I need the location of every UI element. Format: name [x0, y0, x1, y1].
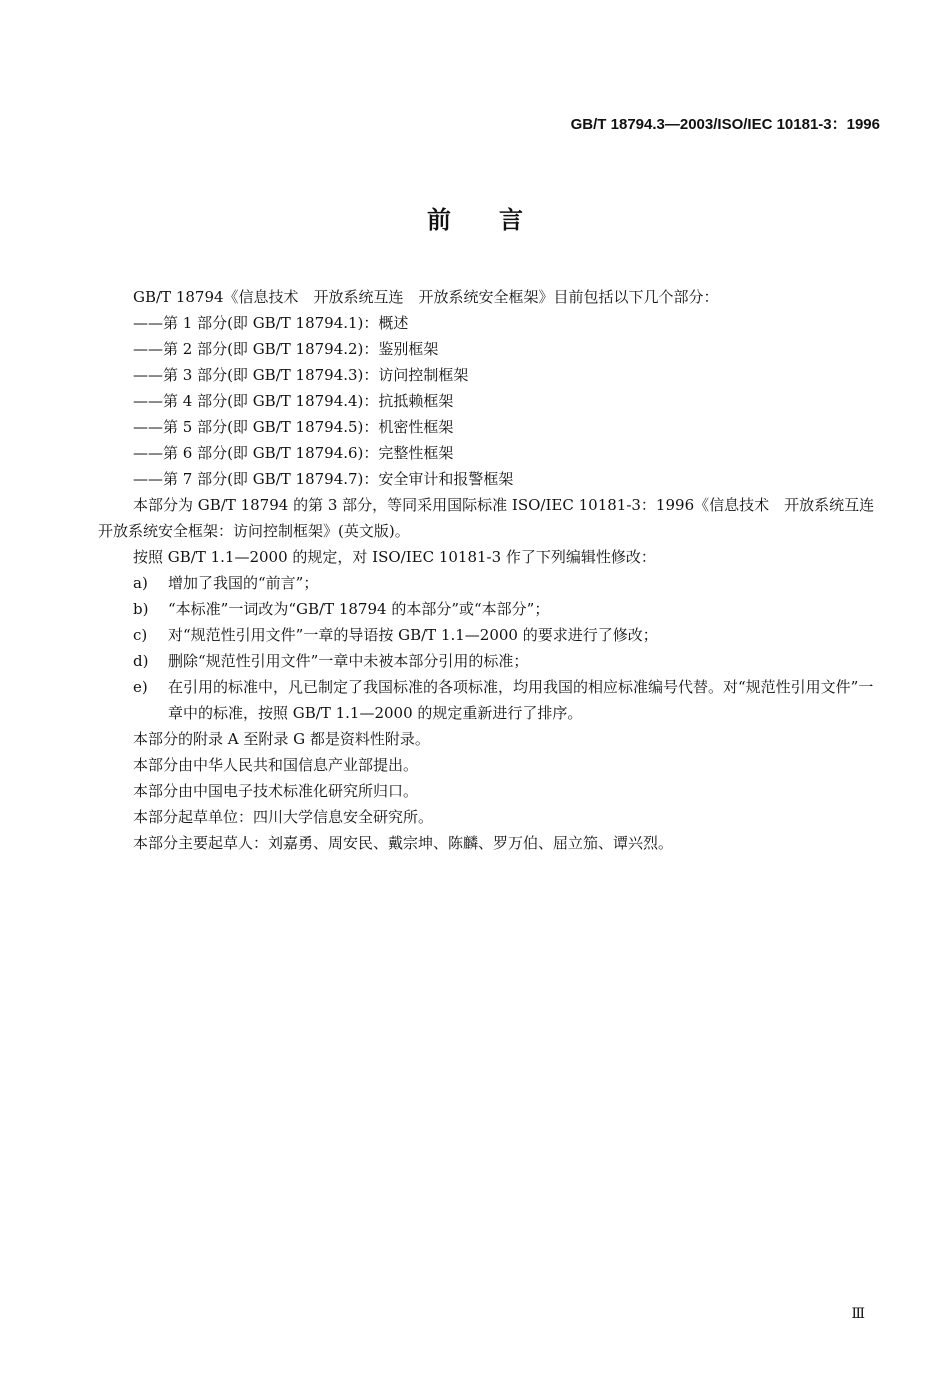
modification-item [98, 596, 878, 622]
part-item: ——第 1 部分(即 GB/T 18794.1)：概述 [133, 314, 409, 332]
modification-text: “本标准”一词改为“GB/T 18794 的本部分”或“本部分”； [168, 600, 550, 618]
page-number: Ⅲ [851, 1306, 865, 1322]
modifications-intro: 按照 GB/T 1.1—2000 的规定，对 ISO/IEC 10181-3 作了下列编辑性修改： [133, 548, 656, 566]
list-marker: c) [133, 626, 148, 644]
modification-item [98, 674, 878, 726]
modification-text: 增加了我国的“前言”； [168, 574, 319, 592]
modification-item [98, 648, 878, 674]
closing-line: 本部分由中国电子技术标准化研究所归口。 [133, 782, 419, 800]
closing-line: 本部分主要起草人：刘嘉勇、周安民、戴宗坤、陈麟、罗万伯、屈立笳、谭兴烈。 [133, 834, 674, 852]
list-marker: d) [133, 652, 149, 670]
title-char-2: 言 [499, 206, 523, 234]
page-title [0, 200, 950, 235]
modification-text: 在引用的标准中，凡已制定了我国标准的各项标准，均用我国的相应标准编号代替。对“规范性引用文件”一章中的标准，按照 GB/T 1.1—2000 的规定重新进行了排序。 [168, 678, 874, 722]
list-marker: b) [133, 600, 149, 618]
standard-code: GB/T 18794.3—2003/ISO/IEC 10181-3：1996 [570, 116, 880, 133]
part-item: ——第 7 部分(即 GB/T 18794.7)：安全审计和报警框架 [133, 470, 514, 488]
list-marker: a) [133, 574, 148, 592]
foreword-body [98, 284, 890, 856]
closing-line: 本部分由中华人民共和国信息产业部提出。 [133, 756, 419, 774]
modification-item [98, 622, 878, 648]
modification-text: 删除“规范性引用文件”一章中未被本部分引用的标准； [168, 652, 529, 670]
list-marker: e) [133, 678, 148, 696]
title-char-1: 前 [427, 206, 451, 234]
part-item: ——第 4 部分(即 GB/T 18794.4)：抗抵赖框架 [133, 392, 454, 410]
part-item: ——第 3 部分(即 GB/T 18794.3)：访问控制框架 [133, 366, 469, 384]
equivalence-paragraph: 本部分为 GB/T 18794 的第 3 部分，等同采用国际标准 ISO/IEC 10181-3：1996《信息技术 开放系统互连 开放系统安全框架：访问控制框架》(英文版)。 [98, 496, 890, 540]
closing-line: 本部分起草单位：四川大学信息安全研究所。 [133, 808, 434, 826]
part-item: ——第 2 部分(即 GB/T 18794.2)：鉴别框架 [133, 340, 439, 358]
part-item: ——第 6 部分(即 GB/T 18794.6)：完整性框架 [133, 444, 454, 462]
intro-paragraph: GB/T 18794《信息技术 开放系统互连 开放系统安全框架》目前包括以下几个部分： [133, 288, 719, 306]
closing-line: 本部分的附录 A 至附录 G 都是资料性附录。 [133, 730, 430, 748]
modification-item [98, 570, 878, 596]
part-item: ——第 5 部分(即 GB/T 18794.5)：机密性框架 [133, 418, 454, 436]
modification-text: 对“规范性引用文件”一章的导语按 GB/T 1.1—2000 的要求进行了修改； [168, 626, 658, 644]
